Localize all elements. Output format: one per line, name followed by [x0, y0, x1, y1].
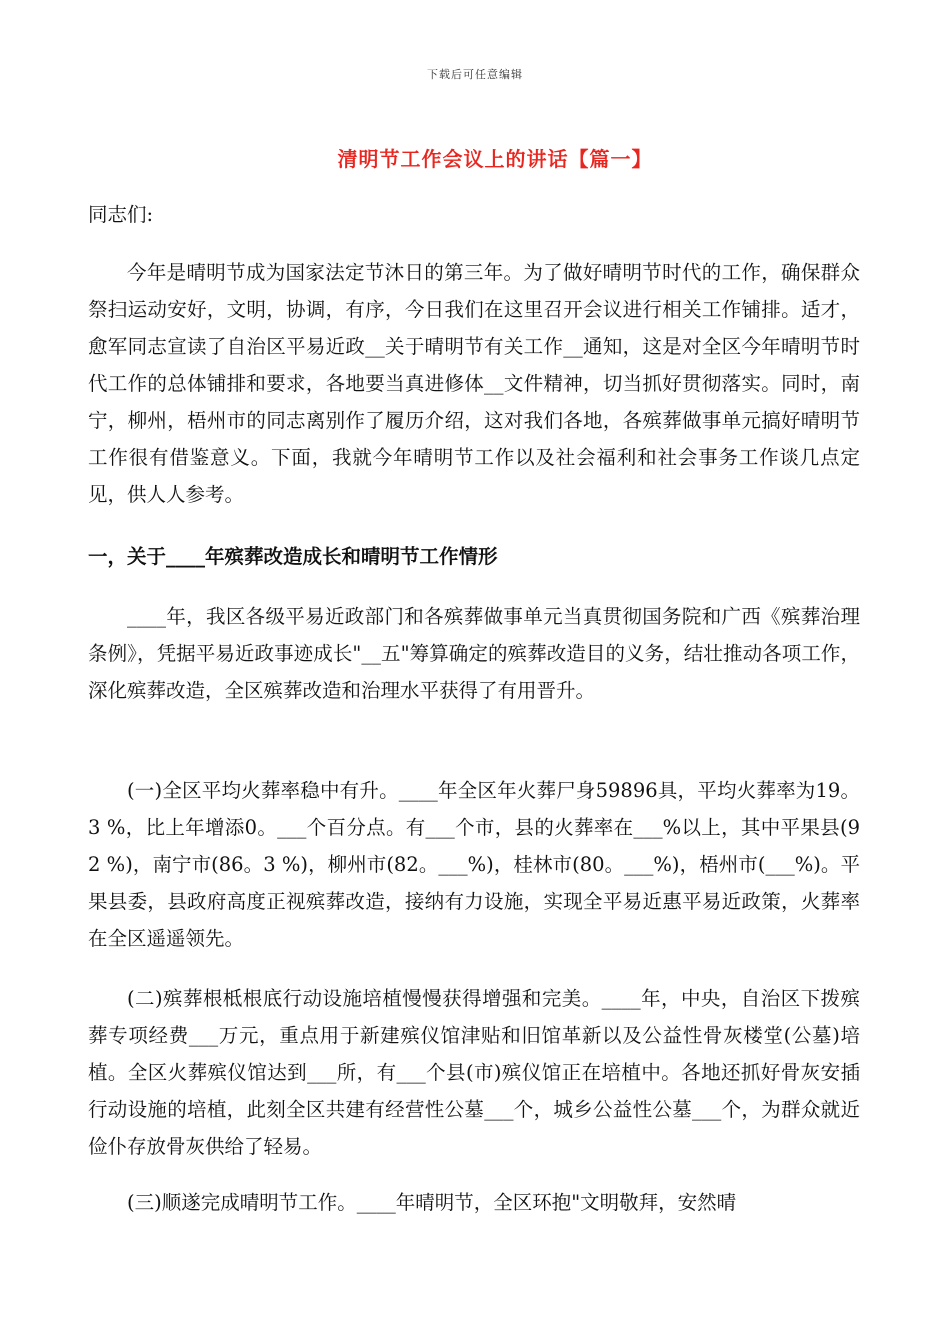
page-header-note: 下载后可任意编辑 — [427, 68, 523, 81]
salutation: 同志们: — [88, 203, 154, 226]
section-paragraph: (三)顺遂完成晴明节工作。____年晴明节，全区环抱"文明敬拜，安然晴 — [127, 1191, 737, 1214]
document-title: 清明节工作会议上的讲话【篇一】 — [337, 147, 653, 171]
section-paragraph: (一)全区平均火葬率稳中有升。____年全区年火葬尸身59896具，平均火葬率为19。3 %，比上年增添0。___个百分点。有___个市，县的火葬率在___%以上，其中平果县(92 %)，南宁市(86。3 %)，柳州市(82。___%)，桂林市(80。___%)，梧州市(___%)。平果县委，县政府高度正视殡葬改造，接纳有力设施，实现全平易近惠平易近政策，火葬率在全区遥遥领先。 — [88, 779, 860, 950]
section-heading: 一，关于____年殡葬改造成长和晴明节工作情形 — [88, 545, 498, 568]
section-paragraph: (二)殡葬根柢根底行动设施培植慢慢获得增强和完美。____年，中央，自治区下拨殡葬专项经费___万元，重点用于新建殡仪馆津贴和旧馆革新以及公益性骨灰楼堂(公墓)培植。全区火葬殡仪馆达到___所，有___个县(市)殡仪馆正在培植中。各地还抓好骨灰安插行动设施的培植，此刻全区共建有经营性公墓___个，城乡公益性公墓___个，为群众就近俭仆存放骨灰供给了轻易。 — [88, 987, 860, 1158]
section-paragraph: ____年，我区各级平易近政部门和各殡葬做事单元当真贯彻国务院和广西《殡葬治理条例》，凭据平易近政事迹成长"__五"筹算确定的殡葬改造目的义务，结壮推动各项工作，深化殡葬改造，全区殡葬改造和治理水平获得了有用晋升。 — [88, 605, 860, 702]
intro-paragraph: 今年是晴明节成为国家法定节沐日的第三年。为了做好晴明节时代的工作，确保群众祭扫运动安好，文明，协调，有序，今日我们在这里召开会议进行相关工作铺排。适才，愈军同志宣读了自治区平易近政__关于晴明节有关工作__通知，这是对全区今年晴明节时代工作的总体铺排和要求，各地要当真进修体__文件精神，切当抓好贯彻落实。同时，南宁，柳州，梧州市的同志离别作了履历介绍，这对我们各地，各殡葬做事单元搞好晴明节工作很有借鉴意义。下面，我就今年晴明节工作以及社会福利和社会事务工作谈几点定见，供人人参考。 — [88, 261, 860, 506]
